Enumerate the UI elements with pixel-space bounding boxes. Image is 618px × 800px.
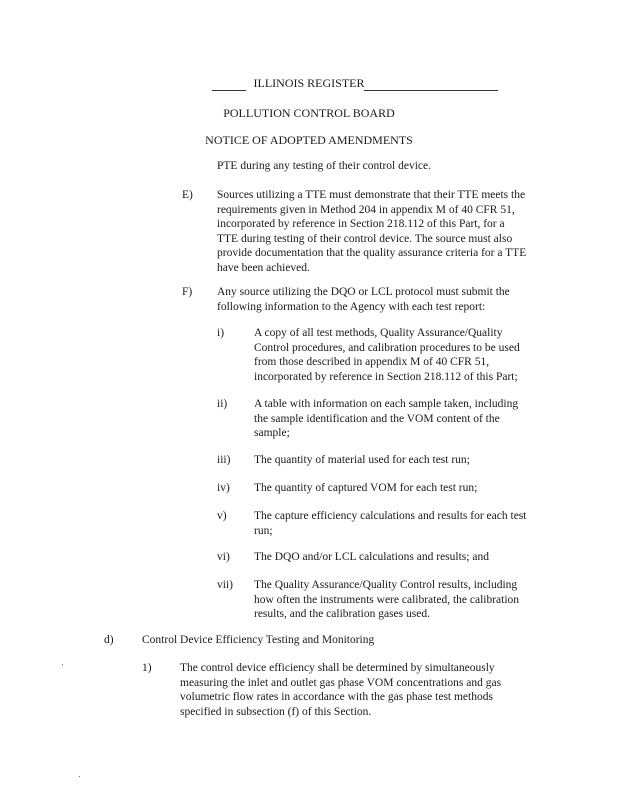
item-f-label: F) bbox=[182, 286, 193, 298]
subitem-line: The quantity of material used for each test run; bbox=[254, 454, 470, 466]
subitem-label: iv) bbox=[217, 482, 230, 494]
item-e-line: Sources utilizing a TTE must demonstrate that their TTE meets the bbox=[217, 189, 526, 201]
subitem-line: the sample identification and the VOM content of the bbox=[254, 412, 500, 425]
item-1-line: volumetric flow rates in accordance with the gas phase test methods bbox=[180, 691, 493, 703]
item-1-line: The control device efficiency shall be determined by simultaneously bbox=[180, 662, 495, 674]
header-rule-right bbox=[364, 90, 498, 91]
scan-speck bbox=[62, 664, 63, 665]
subitem-line: The Quality Assurance/Quality Control results, including bbox=[254, 579, 518, 591]
subitem-line: Control procedures, and calibration procedures to be used bbox=[254, 341, 520, 354]
section-d-label: d) bbox=[104, 634, 114, 646]
item-f-line: following information to the Agency with each test report: bbox=[217, 300, 486, 313]
item-1-line: measuring the inlet and outlet gas phase VOM concentrations and gas bbox=[180, 676, 502, 689]
subitem-label: ii) bbox=[217, 398, 228, 410]
subitem-line: The capture efficiency calculations and results for each test bbox=[254, 510, 527, 522]
subitem-line: how often the instruments were calibrated, the calibration bbox=[254, 593, 520, 606]
subitem-line: A copy of all test methods, Quality Assurance/Quality bbox=[254, 327, 503, 339]
item-e-line: incorporated by reference in Section 218.112 of this Part, for a bbox=[217, 218, 505, 230]
item-f-line: Any source utilizing the DQO or LCL protocol must submit the bbox=[217, 286, 510, 298]
subitem-line: from those described in appendix M of 40 CFR 51, bbox=[254, 356, 490, 368]
scan-speck bbox=[79, 776, 80, 777]
item-e-line: TTE during testing of their control device. The source must also bbox=[217, 232, 513, 245]
continuation-text: PTE during any testing of their control device. bbox=[217, 160, 431, 172]
subitem-line: The DQO and/or LCL calculations and results; and bbox=[254, 551, 489, 563]
subitem-label: iii) bbox=[217, 454, 231, 466]
subitem-line: run; bbox=[254, 524, 273, 537]
item-1-line: specified in subsection (f) of this Section. bbox=[180, 705, 372, 718]
subitem-label: i) bbox=[217, 327, 225, 339]
item-1-label: 1) bbox=[142, 662, 152, 674]
item-e-line: requirements given in Method 204 in appendix M of 40 CFR 51, bbox=[217, 203, 515, 216]
subitem-label: v) bbox=[217, 510, 227, 522]
item-e-label: E) bbox=[182, 189, 193, 201]
subitem-label: vii) bbox=[217, 579, 233, 591]
header-rule-left bbox=[212, 90, 246, 91]
notice-title: NOTICE OF ADOPTED AMENDMENTS bbox=[205, 133, 413, 147]
item-e-line: provide documentation that the quality assurance criteria for a TTE bbox=[217, 247, 527, 259]
section-d-heading: Control Device Efficiency Testing and Monitoring bbox=[142, 634, 375, 646]
subitem-line: incorporated by reference in Section 218.112 of this Part; bbox=[254, 370, 518, 383]
item-e-line: have been achieved. bbox=[217, 261, 310, 274]
subitem-line: A table with information on each sample taken, including bbox=[254, 398, 519, 410]
subitem-line: The quantity of captured VOM for each test run; bbox=[254, 482, 478, 494]
subitem-label: vi) bbox=[217, 551, 230, 563]
register-title: ILLINOIS REGISTER bbox=[253, 76, 365, 90]
subitem-line: results, and the calibration gases used. bbox=[254, 608, 430, 620]
subitem-line: sample; bbox=[254, 427, 290, 439]
board-title: POLLUTION CONTROL BOARD bbox=[223, 106, 395, 120]
